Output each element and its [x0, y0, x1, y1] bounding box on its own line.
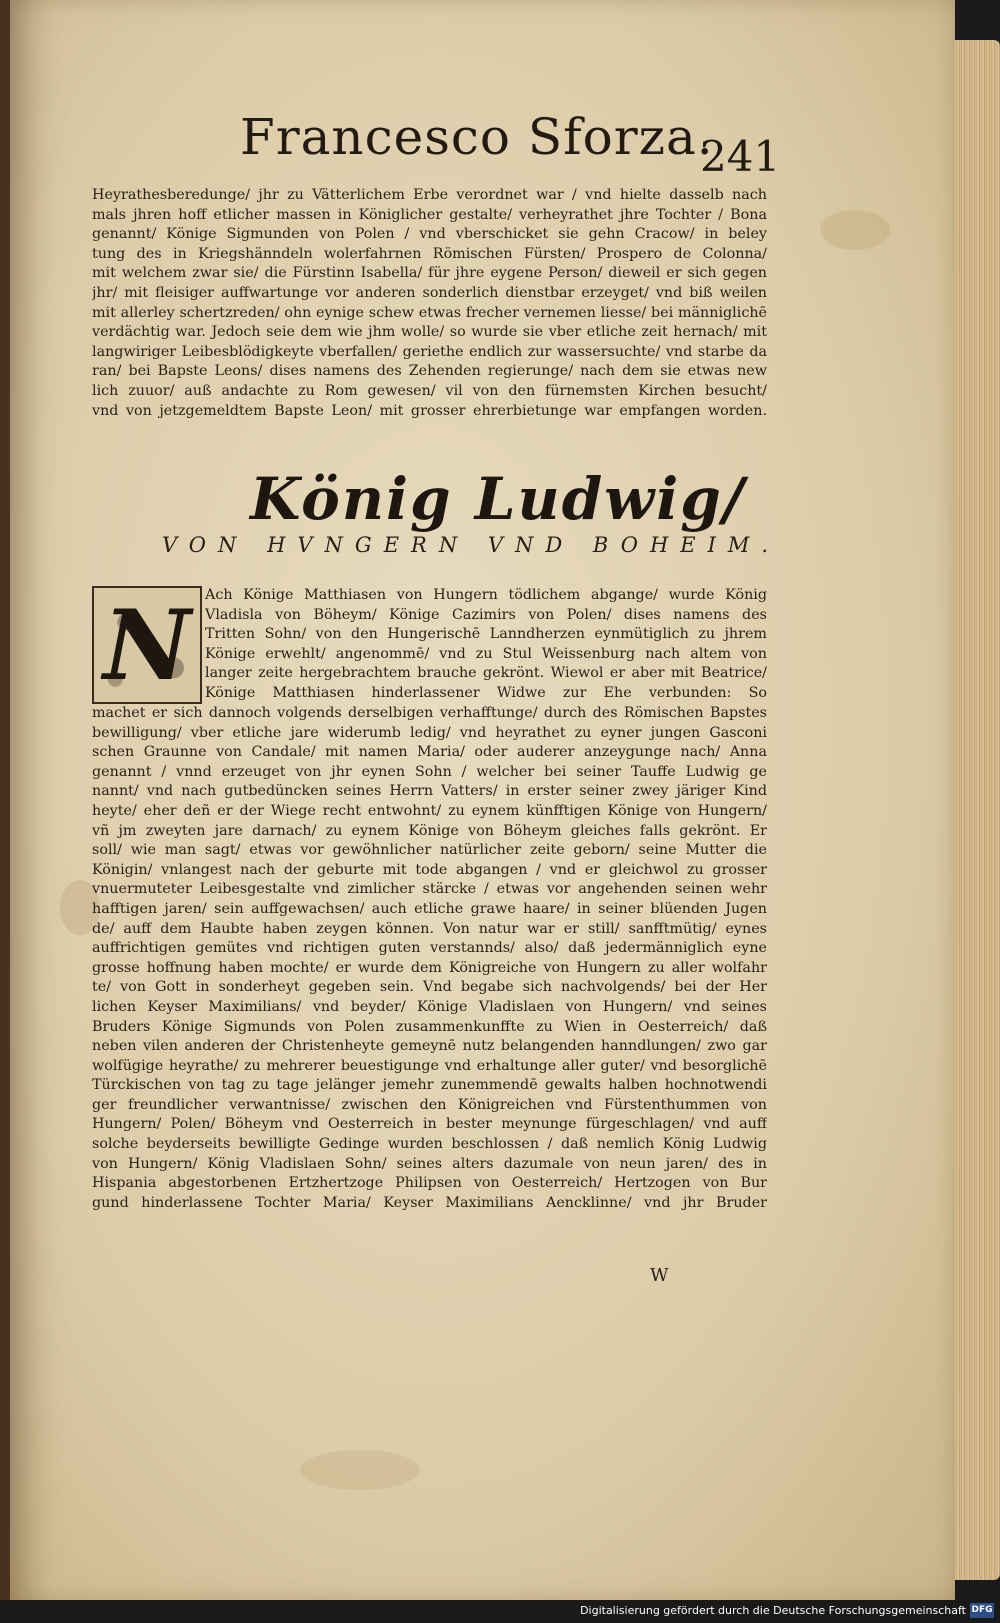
text-line: hafftigen jaren/ sein auffgewachsen/ auch etliche grawe haare/ in seiner blüenden Jugen [92, 900, 767, 917]
text-line: machet er sich dannoch volgends derselbigen verhafftunge/ durch des Römischen Bapstes [92, 705, 767, 721]
text-line: heyte/ eher deñ er der Wiege recht entwohnt/ zu eynem künfftigen Könige von Hungern/ [92, 802, 767, 819]
text-line: bewilligung/ vber etliche jare widerumb ledig/ vnd heyrathet zu eyner jungen Gasconi [92, 724, 767, 741]
paragraph-initial [205, 586, 767, 704]
text-line: langer zeite hergebrachtem brauche gekrönt. Wiewol er aber mit Beatrice/ [205, 665, 767, 682]
text-line: langwiriger Leibesblödigkeyte vberfallen/ geriethe endlich zur wassersuchte/ vnd starbe da [92, 343, 767, 360]
text-line: ran/ bei Bapste Leons/ dises namens des Zehenden regierunge/ nach dem sie etwas new [92, 363, 767, 380]
page-edges [955, 40, 1000, 1580]
text-line: vñ jm zweyten jare darnach/ zu eynem Könige von Böheym gleiches falls gekrönt. Er [92, 822, 767, 839]
text-line: Hungern/ Polen/ Böheym vnd Oesterreich in bester meynunge fürgeschlagen/ vnd auff [92, 1116, 767, 1133]
text-line: von Hungern/ König Vladislaen Sohn/ seines alters dazumale von neun jaren/ des in [92, 1155, 767, 1172]
text-line: Königin/ vnlangest nach der geburte mit tode abgangen / vnd er gleichwol zu grosser [92, 861, 767, 878]
text-line: Türckischen von tag zu tage jelänger jemehr zunemmendē gewalts halben hochnotwendi [92, 1077, 767, 1094]
text-line: neben vilen anderen der Christenheyte gemeynē nutz belangenden hanndlungen/ zwo gar [92, 1038, 767, 1055]
text-line: wolfügige heyrathe/ zu mehrerer beuestigunge vnd erhaltunge aller guter/ vnd besorglichē [92, 1057, 767, 1074]
text-line: nannt/ vnd nach gutbedüncken seines Herrn Vatters/ in erster seiner zwey järiger Kind [92, 783, 767, 800]
text-line: Tritten Sohn/ von den Hungerischē Lanndherzen eynmütiglich zu jhrem [205, 626, 767, 643]
paragraph-top [92, 186, 767, 421]
text-line: auffrichtigen gemütes vnd richtigen guten verstannds/ also/ daß jedermänniglich eyne [92, 940, 767, 957]
folio-number: 241 [700, 132, 781, 181]
text-line: vnd von jetzgemeldtem Bapste Leon/ mit grosser ehrerbietunge war empfangen worden. [92, 402, 767, 419]
binding-edge [0, 0, 10, 1623]
paper-stain [820, 210, 890, 250]
text-line: solche beyderseits bewilligte Gedinge wurden beschlossen / daß nemlich König Ludwig [92, 1136, 767, 1153]
text-line: vnuermuteter Leibesgestalte vnd zimlicher stärcke / etwas vor angehenden seinen wehr [92, 881, 767, 898]
text-line: ger freundlicher verwantnisse/ zwischen den Königreichen vnd Fürstenthummen von [92, 1096, 767, 1113]
text-line: gund hinderlassene Tochter Maria/ Keyser Maximilians Aencklinne/ vnd jhr Bruder [92, 1194, 767, 1211]
catchword: W [650, 1265, 669, 1286]
text-line: te/ von Gott in sonderheyt gegeben sein. Vnd begabe sich nachvolgends/ bei der Her [92, 979, 767, 996]
text-line: grosse hoffnung haben mochte/ er wurde dem Königreiche von Hungern zu aller wolfahr [92, 959, 767, 976]
text-line: mit allerley schertzreden/ ohn eynige schew etwas frecher vernemen liesse/ bei männiglichē [92, 304, 767, 321]
paragraph-main [92, 704, 767, 1213]
text-line: de/ auff dem Haubte haben zeygen können. Von natur war er still/ sanfftmütig/ eynes [92, 920, 767, 937]
text-line: Heyrathesberedunge/ jhr zu Vätterlichem Erbe verordnet war / vnd hielte dasselb nach [92, 187, 767, 203]
text-line: Könige erwehlt/ angenommē/ vnd zu Stul Weissenburg nach altem von [205, 645, 767, 662]
running-head: Francesco Sforza. [240, 108, 714, 166]
text-line: Bruders Könige Sigmunds von Polen zusammenkunffte zu Wien in Oesterreich/ daß [92, 1018, 767, 1035]
footer-credit: Digitalisierung gefördert durch die Deutsche Forschungsgemeinschaft [580, 1604, 966, 1617]
text-line: lichen Keyser Maximilians/ vnd beyder/ Könige Vladislaen von Hungern/ vnd seines [92, 998, 767, 1015]
text-line: Könige Matthiasen hinderlassener Widwe zur Ehe verbunden: So [205, 684, 767, 701]
paper-stain [300, 1450, 420, 1490]
text-line: soll/ wie man sagt/ etwas vor gewöhnlicher natürlicher zeite geborn/ seine Mutter die [92, 842, 767, 859]
text-line: schen Graunne von Candale/ mit namen Maria/ oder auderer anzeygunge nach/ Anna [92, 744, 767, 761]
text-line: Ach Könige Matthiasen von Hungern tödlichem abgange/ wurde König [205, 587, 767, 603]
text-line: jhr/ mit fleisiger auffwartunge vor anderen sonderlich dienstbar erzeyget/ vnd biß weilen [92, 284, 767, 301]
text-line: genannt / vnnd erzeuget von jhr eynen Sohn / welcher bei seiner Tauffe Ludwig ge [92, 763, 767, 780]
initial-letter: N [103, 589, 191, 702]
text-line: mals jhren hoff etlicher massen in Königlicher gestalte/ verheyrathet jhre Tochter / Bona [92, 206, 767, 223]
text-line: Hispania abgestorbenen Ertzhertzoge Philipsen von Oesterreich/ Hertzogen von Bur [92, 1175, 767, 1192]
decorated-initial [92, 586, 202, 704]
chapter-title: König Ludwig/ [250, 465, 746, 533]
text-line: lich zuuor/ auß andachte zu Rom gewesen/ vil von den fürnemsten Kirchen besucht/ [92, 382, 767, 399]
dfg-logo: DFG [970, 1603, 994, 1618]
text-line: Vladisla von Böheym/ Könige Cazimirs von Polen/ dises namens des [205, 606, 767, 623]
text-line: tung des in Kriegshänndeln wolerfahrnen Römischen Fürsten/ Prospero de Colonna/ [92, 245, 767, 262]
text-line: verdächtig war. Jedoch seie dem wie jhm wolle/ so wurde sie vber etliche zeit hernach/ mit [92, 324, 767, 341]
text-line: mit welchem zwar sie/ die Fürstinn Isabella/ für jhre eygene Person/ dieweil er sich gegen [92, 265, 767, 282]
chapter-subtitle: VON HVNGERN VND BOHEIM. [162, 533, 781, 557]
text-line: genannt/ Könige Sigmunden von Polen / vnd vberschicket sie gehn Cracow/ in beley [92, 226, 767, 243]
